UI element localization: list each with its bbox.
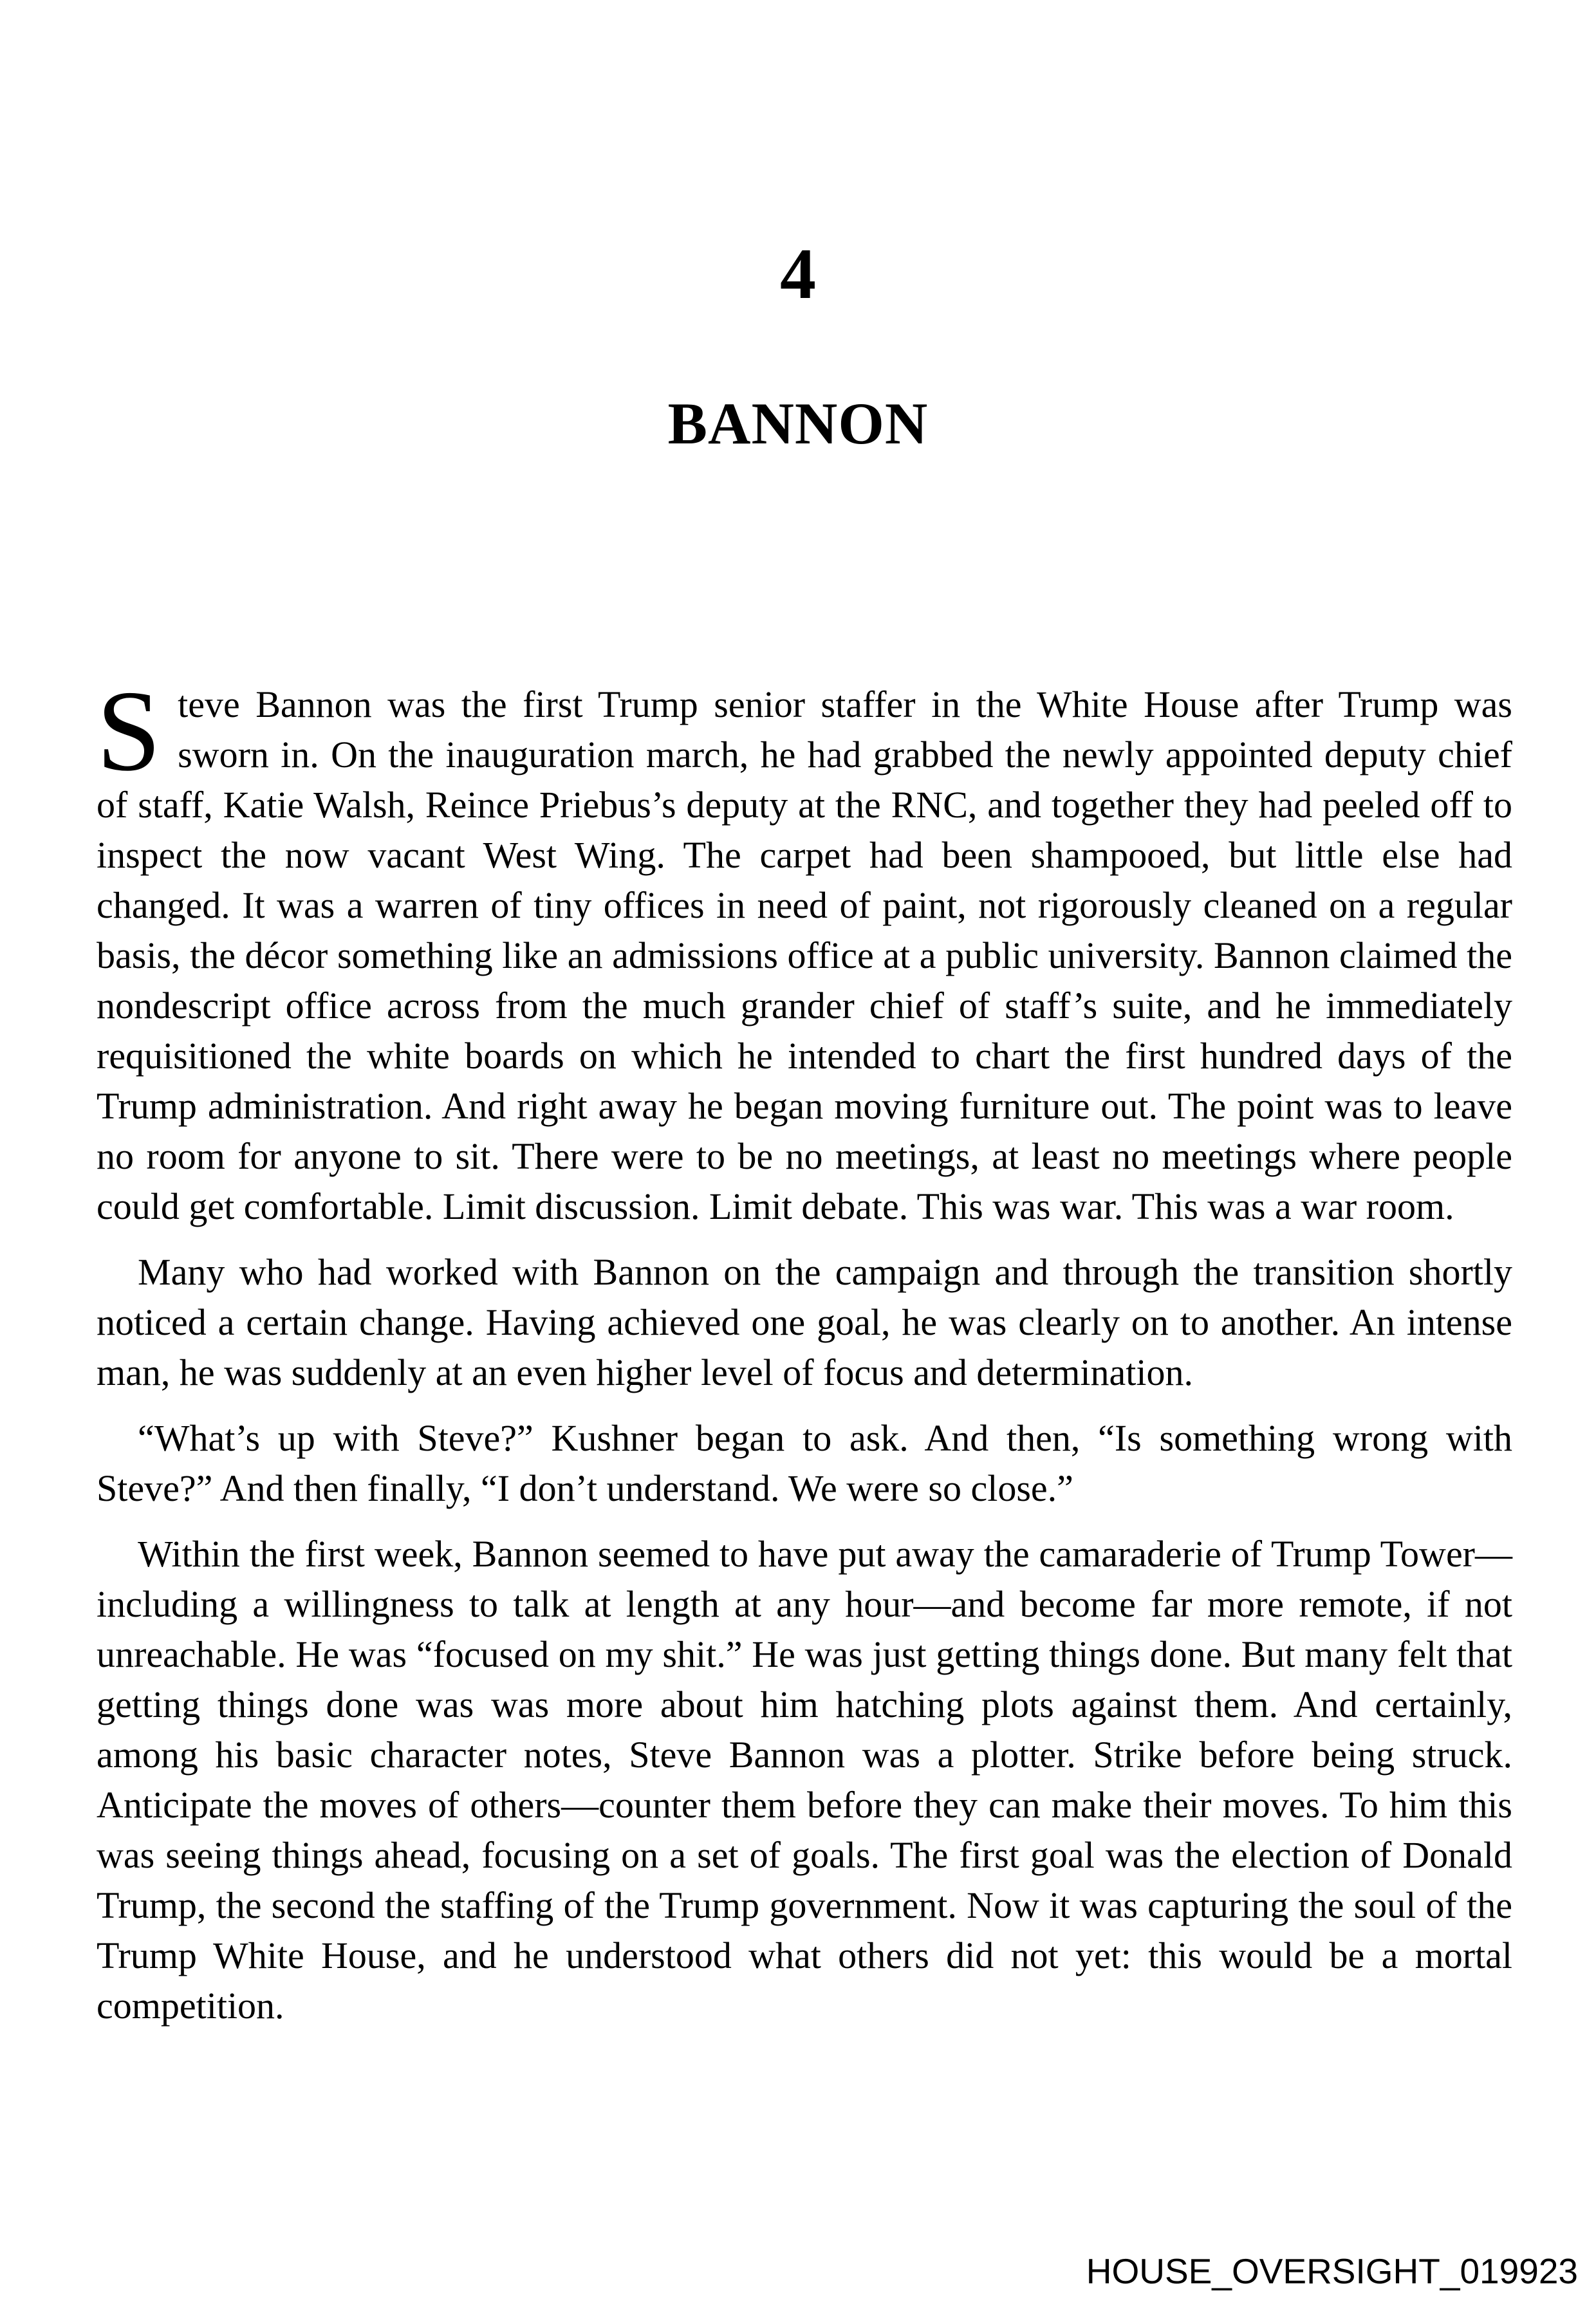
paragraph-3: “What’s up with Steve?” Kushner began to ask. And then, “Is something wrong with Steve?” And then finally, “I don’t understand. We were so close.” xyxy=(97,1417,1512,1509)
bates-stamp: HOUSE_OVERSIGHT_019923 xyxy=(1086,2251,1578,2291)
paragraph-2: Many who had worked with Bannon on the campaign and through the transition shortly noticed a certain change. Having achieved one goal, he was clearly on to another. An intense man, he was suddenly at an even higher level of focus and determination. xyxy=(97,1251,1512,1393)
chapter-title: BANNON xyxy=(667,391,929,456)
body-text xyxy=(97,667,1512,2031)
paragraph-1-text: teve Bannon was the first Trump senior staffer in the White House after Trump was sworn in. On the inauguration march, he had grabbed the newly appointed deputy chief of staff, Katie Walsh, Reince Priebus’s deputy at the RNC, and together they had peeled off to inspect the now vacant West Wing. The carpet had been shampooed, but little else had changed. It was a warren of tiny offices in need of paint, not rigorously cleaned on a regular basis, the décor something like an admissions office at a public university. Bannon claimed the nondescript office across from the much grander chief of staff’s suite, and he immediately requisitioned the white boards on which he intended to chart the first hundred days of the Trump administration. And right away he began moving furniture out. The point was to leave no room for anyone to sit. There were to be no meetings, at least no meetings where people could get comfortable. Limit discussion. Limit debate. This was war. This was a war room. xyxy=(97,683,1512,1227)
chapter-number: 4 xyxy=(780,234,816,314)
drop-cap: S xyxy=(97,667,162,795)
paragraph-4: Within the first week, Bannon seemed to have put away the camaraderie of Trump Tower—including a willingness to talk at length at any hour—and become far more remote, if not unreachable. He was “focused on my shit.” He was just getting things done. But many felt that getting things done was was more about him hatching plots against them. And certainly, among his basic character notes, Steve Bannon was a plotter. Strike before being struck. Anticipate the moves of others—counter them before they can make their moves. To him this was seeing things ahead, focusing on a set of goals. The first goal was the election of Donald Trump, the second the staffing of the Trump government. Now it was capturing the soul of the Trump White House, and he understood what others did not yet: this would be a mortal competition. xyxy=(97,1533,1512,2027)
paragraph-1 xyxy=(97,667,1512,1232)
